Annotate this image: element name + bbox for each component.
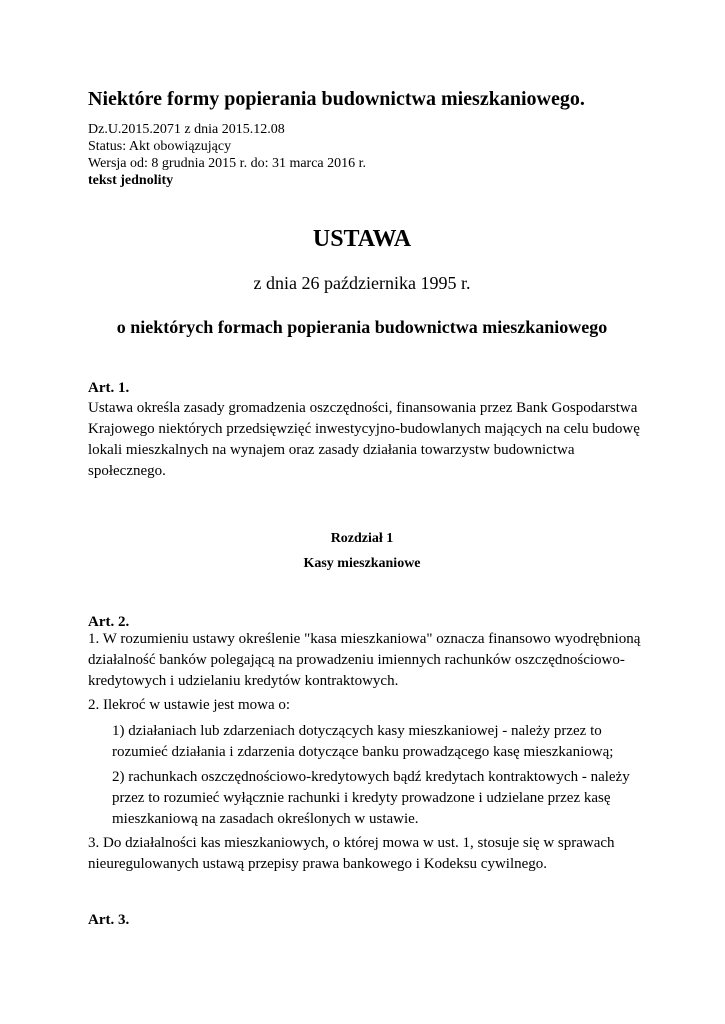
article-2-paragraph-3: 3. Do działalności kas mieszkaniowych, o której mowa w ust. 1, stosuje się w sprawach nieuregulowanych ustawą przepisy prawa bankowego i Kodeksu cywilnego. — [88, 835, 615, 872]
act-type-heading: USTAWA — [312, 226, 412, 252]
act-subject: o niektórych formach popierania budownictwa mieszkaniowego — [116, 317, 608, 337]
article-2-paragraph-2: 2. Ilekroć w ustawie jest mowa o: — [88, 697, 291, 713]
article-2-point-2: 2) rachunkach oszczędnościowo-kredytowych bądź kredytach kontraktowych - należy przez to rozumieć wyłącznie rachunki i kredyty prowadzone i udzielane przez kasę mieszkaniową na zasadach określonych w ustawie. — [112, 769, 630, 827]
status-line: Status: Akt obowiązujący — [88, 139, 232, 154]
source-reference: Dz.U.2015.2071 z dnia 2015.12.08 — [88, 122, 285, 137]
article-3-heading: Art. 3. — [88, 912, 130, 928]
article-1-text: Ustawa określa zasady gromadzenia oszczędności, finansowania przez Bank Gospodarstwa Krajowego niektórych przedsięwzięć inwestycyjno-budowlanych mających na celu budowę lokali mieszkalnych na wynajem oraz zasady działania towarzystw budownictwa społecznego. — [88, 400, 640, 479]
article-2-paragraph-1: 1. W rozumieniu ustawy określenie "kasa mieszkaniowa" oznacza finansowo wyodrębnioną działalność banków polegającą na prowadzeniu imiennych rachunków oszczędnościowo-kredytowych i udzielaniu kredytów kontraktowych. — [88, 631, 641, 689]
text-type-label: tekst jednolity — [88, 173, 174, 188]
chapter-1-label: Rozdział 1 — [330, 531, 394, 546]
article-2-heading: Art. 2. — [88, 614, 130, 630]
article-1-heading: Art. 1. — [88, 380, 130, 396]
document-title: Niektóre formy popierania budownictwa mieszkaniowego. — [88, 88, 585, 110]
document-metadata — [88, 121, 366, 189]
chapter-1-title: Kasy mieszkaniowe — [303, 556, 421, 571]
act-date: z dnia 26 października 1995 r. — [253, 273, 471, 293]
version-line: Wersja od: 8 grudnia 2015 r. do: 31 marca 2016 r. — [88, 156, 367, 171]
article-2-point-1: 1) działaniach lub zdarzeniach dotyczących kasy mieszkaniowej - należy przez to rozumieć działania i zdarzenia dotyczące banku prowadzącego kasę mieszkaniową; — [112, 723, 614, 760]
